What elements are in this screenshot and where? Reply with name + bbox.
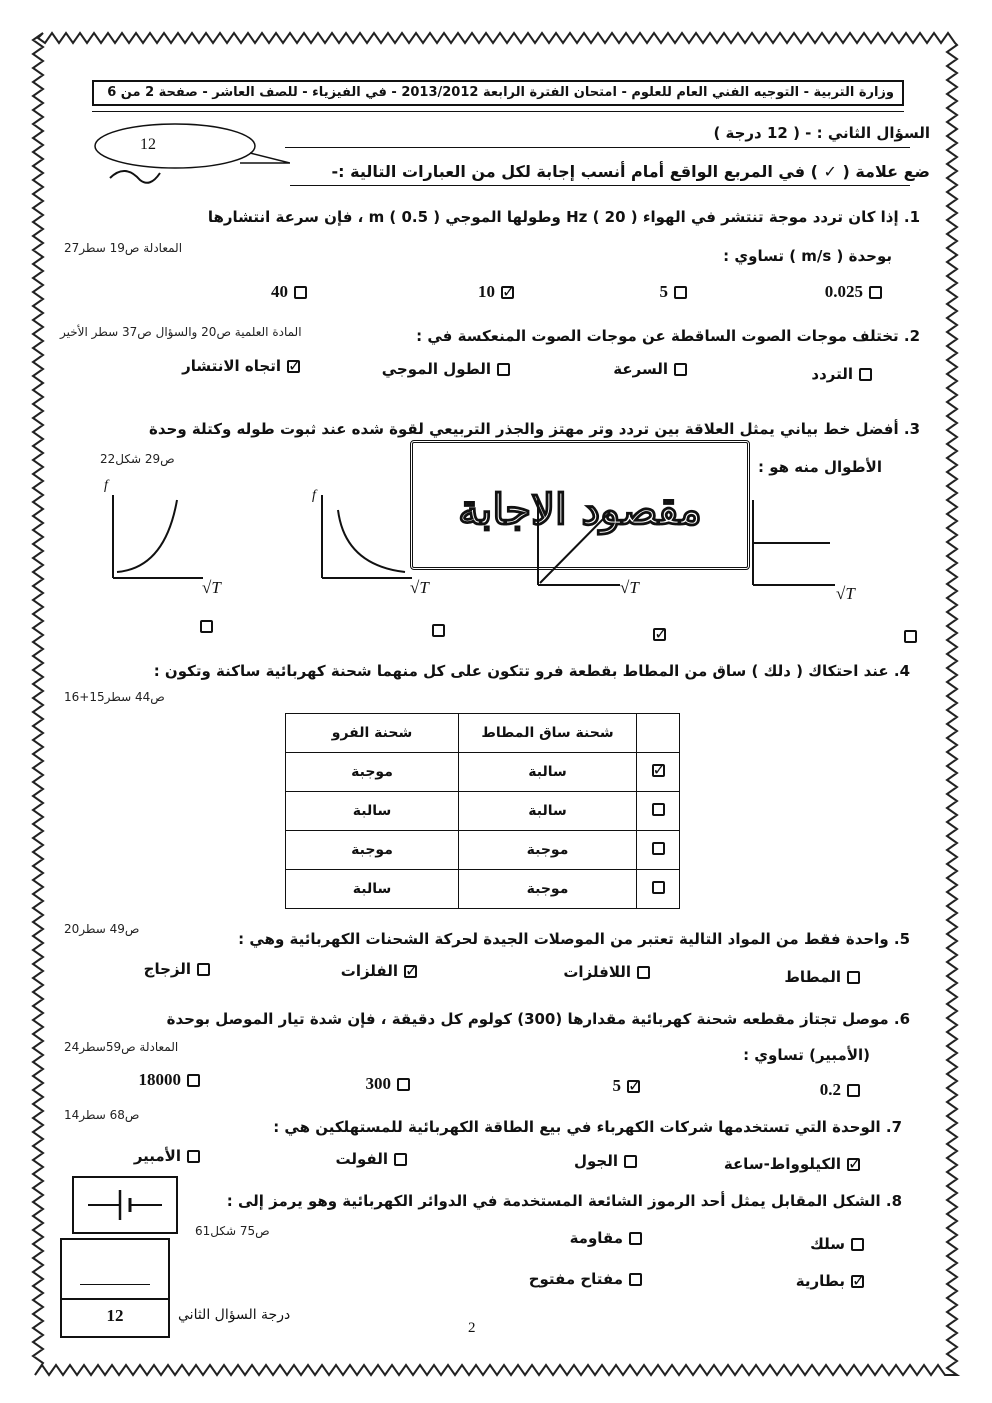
q6-option-a[interactable]: 0.2 <box>820 1080 860 1100</box>
checkbox[interactable] <box>197 963 210 976</box>
checkbox[interactable] <box>497 363 510 376</box>
q5-ref: ص49 سطر20 <box>64 922 140 936</box>
checkbox[interactable] <box>851 1238 864 1251</box>
table-cell: سالبة <box>459 753 637 792</box>
instruction-underline <box>290 185 910 186</box>
q6-option-b[interactable]: ✓ 5 <box>613 1076 641 1096</box>
q4-table <box>285 713 680 909</box>
table-cell: موجبة <box>286 831 459 870</box>
q3-checkbox-a[interactable] <box>200 620 213 633</box>
table-cell: سالبة <box>286 792 459 831</box>
checkbox[interactable] <box>869 286 882 299</box>
checked-checkbox[interactable] <box>287 360 300 373</box>
checkbox[interactable] <box>294 286 307 299</box>
q2-option-b[interactable]: السرعة <box>613 360 687 378</box>
q4-ref: ص44 سطر15+16 <box>64 690 165 704</box>
title-underline <box>285 147 910 148</box>
table-row <box>286 870 680 909</box>
checked-checkbox[interactable] <box>652 764 665 777</box>
q7-option-a[interactable]: ✓ الكيلوواط-ساعة <box>724 1155 860 1173</box>
q5-option-c[interactable]: ✓ الفلزات <box>341 962 417 980</box>
checkbox[interactable] <box>847 1084 860 1097</box>
q7-ref: ص68 سطر14 <box>64 1108 140 1122</box>
q5-option-d[interactable]: الزجاج <box>144 960 210 978</box>
graph-d <box>735 480 865 600</box>
checked-checkbox[interactable] <box>627 1080 640 1093</box>
stamp-text: مقصود الاجابة <box>458 485 702 534</box>
grade-label: درجة السؤال الثاني <box>178 1307 291 1323</box>
checkbox[interactable] <box>394 1153 407 1166</box>
checkbox[interactable] <box>847 971 860 984</box>
checkbox[interactable] <box>187 1150 200 1163</box>
checkbox[interactable] <box>187 1074 200 1087</box>
table-row <box>286 792 680 831</box>
q5-option-a[interactable]: المطاط <box>784 968 860 986</box>
q1-ref: المعادلة ص19 سطر27 <box>64 241 183 255</box>
q7-option-c[interactable]: الفولت <box>336 1150 408 1168</box>
checkbox[interactable] <box>397 1078 410 1091</box>
q2-option-c[interactable]: الطول الموجي <box>382 360 510 378</box>
q3-line2: الأطوال منه هو : <box>758 458 882 476</box>
checkbox[interactable] <box>637 966 650 979</box>
checkbox[interactable] <box>629 1232 642 1245</box>
grade-divider <box>62 1298 168 1300</box>
table-header-row <box>286 714 680 753</box>
q6-line2: (الأمبير) تساوي : <box>743 1046 870 1064</box>
checkbox[interactable] <box>652 842 665 855</box>
table-cell: موجبة <box>286 753 459 792</box>
question-title: السؤال الثاني : - ( 12 درجة ) <box>713 124 930 142</box>
q2-text: 2. تختلف موجات الصوت الساقطة عن موجات الصوت المنعكسة في : <box>416 327 920 345</box>
grade-blank-line <box>80 1284 150 1285</box>
checkbox[interactable] <box>859 368 872 381</box>
checkbox-column-header <box>637 714 680 753</box>
checkbox[interactable] <box>652 803 665 816</box>
battery-symbol-icon <box>74 1178 176 1232</box>
q3-checkbox-c[interactable] <box>653 628 666 641</box>
graph-a-y-label: f <box>104 478 108 493</box>
checkbox[interactable] <box>674 286 687 299</box>
checked-checkbox[interactable] <box>847 1158 860 1171</box>
checkbox[interactable] <box>624 1155 637 1168</box>
grade-box <box>60 1238 170 1338</box>
header-box <box>92 80 904 106</box>
q1-option-b[interactable]: 5 <box>660 282 688 302</box>
graph-c-x-label: √T <box>620 578 639 597</box>
column-header-fur: شحنة الفرو <box>286 714 459 753</box>
q6-option-c[interactable]: 300 <box>366 1074 411 1094</box>
page-number: 2 <box>468 1320 476 1336</box>
grade-value: 12 <box>106 1306 124 1325</box>
q6-ref: المعادلة ص59سطر24 <box>64 1040 179 1054</box>
header-underline <box>92 111 904 112</box>
q8-ref: ص75 شكل61 <box>195 1224 270 1238</box>
q4-text: 4. عند احتكاك ( دلك ) ساق من المطاط بقطعة فرو تتكون على كل منهما شحنة كهربائية ساكنة وتكون : <box>153 662 910 680</box>
q5-option-b[interactable]: اللافلزات <box>563 963 650 981</box>
checked-checkbox[interactable] <box>404 965 417 978</box>
q8-option-d[interactable]: مفتاح مفتوح <box>529 1270 642 1288</box>
q3-checkbox-b[interactable] <box>432 624 445 637</box>
q8-option-b[interactable]: مقاومة <box>570 1229 642 1247</box>
q3-ref: ص29 شكل22 <box>100 452 175 466</box>
q7-option-d[interactable]: الأمبير <box>134 1147 200 1165</box>
instruction: ضع علامة ( ✓ ) في المربع الواقع أمام أنسب إجابة لكل من العبارات التالية :- <box>331 162 930 181</box>
q1-option-d[interactable]: 40 <box>271 282 307 302</box>
table-cell: موجبة <box>459 831 637 870</box>
column-header-rod: شحنة ساق المطاط <box>459 714 637 753</box>
q3-checkbox-d[interactable] <box>904 630 917 643</box>
graph-c <box>520 480 660 600</box>
graph-d-x-label: √T <box>836 584 855 603</box>
q2-option-a[interactable]: التردد <box>811 365 872 383</box>
q1-line1: 1. إذا كان تردد موجة تنتشر في الهواء Hz ( 20 ) وطولها الموجي m ( 0.5 ) ، فإن سرعة انتشارها <box>207 208 920 226</box>
table-cell: سالبة <box>286 870 459 909</box>
checkbox[interactable] <box>629 1273 642 1286</box>
header-text: وزارة التربية - التوجيه الفني العام للعلوم - امتحان الفترة الرابعة 2013/2012 - في الفيزياء - للصف العاشر - صفحة 2 من 6 <box>107 85 894 100</box>
table-cell: موجبة <box>459 870 637 909</box>
grader-note: 12 <box>140 136 156 153</box>
grader-bubble <box>90 118 290 198</box>
checked-checkbox[interactable] <box>501 286 514 299</box>
table-row <box>286 753 680 792</box>
checkbox[interactable] <box>652 881 665 894</box>
q7-option-b[interactable]: الجول <box>574 1152 637 1170</box>
graph-b-y-label: f <box>312 488 316 503</box>
q5-text: 5. واحدة فقط من المواد التالية تعتبر من الموصلات الجيدة لحركة الشحنات الكهربائية وهي : <box>238 930 910 948</box>
table-row <box>286 831 680 870</box>
q6-option-d[interactable]: 18000 <box>139 1070 201 1090</box>
q8-option-c[interactable]: ✓ بطارية <box>796 1272 864 1290</box>
table-cell: سالبة <box>459 792 637 831</box>
q1-line2: بوحدة ( m/s ) تساوي : <box>723 247 892 265</box>
checked-checkbox[interactable] <box>851 1275 864 1288</box>
q8-text: 8. الشكل المقابل يمثل أحد الرموز الشائعة المستخدمة في الدوائر الكهربائية وهو يرمز إلى : <box>226 1192 902 1210</box>
q3-line1: 3. أفضل خط بياني يمثل العلاقة بين تردد وتر مهتز والجذر التربيعي لقوة شده عند ثبوت طوله وكتلة وحدة <box>149 420 920 438</box>
q2-option-d[interactable]: ✓ اتجاه الانتشار <box>182 357 300 375</box>
checkbox[interactable] <box>674 363 687 376</box>
graph-b-x-label: √T <box>410 578 429 597</box>
q8-option-a[interactable]: سلك <box>810 1235 864 1253</box>
q1-option-c[interactable]: ✓ 10 <box>478 282 514 302</box>
q7-text: 7. الوحدة التي تستخدمها شركات الكهرباء في بيع الطاقة الكهربائية للمستهلكين هي : <box>273 1118 902 1136</box>
q1-option-a[interactable]: 0.025 <box>825 282 882 302</box>
q6-line1: 6. موصل تجتاز مقطعه شحنة كهربائية مقدارها (300) كولوم كل دقيقة ، فإن شدة تيار الموصل بوحدة <box>166 1010 910 1028</box>
graph-a-x-label: √T <box>202 578 221 597</box>
battery-symbol-box <box>72 1176 178 1234</box>
q2-ref: المادة العلمية ص20 والسؤال ص37 سطر الأخير <box>60 325 302 339</box>
